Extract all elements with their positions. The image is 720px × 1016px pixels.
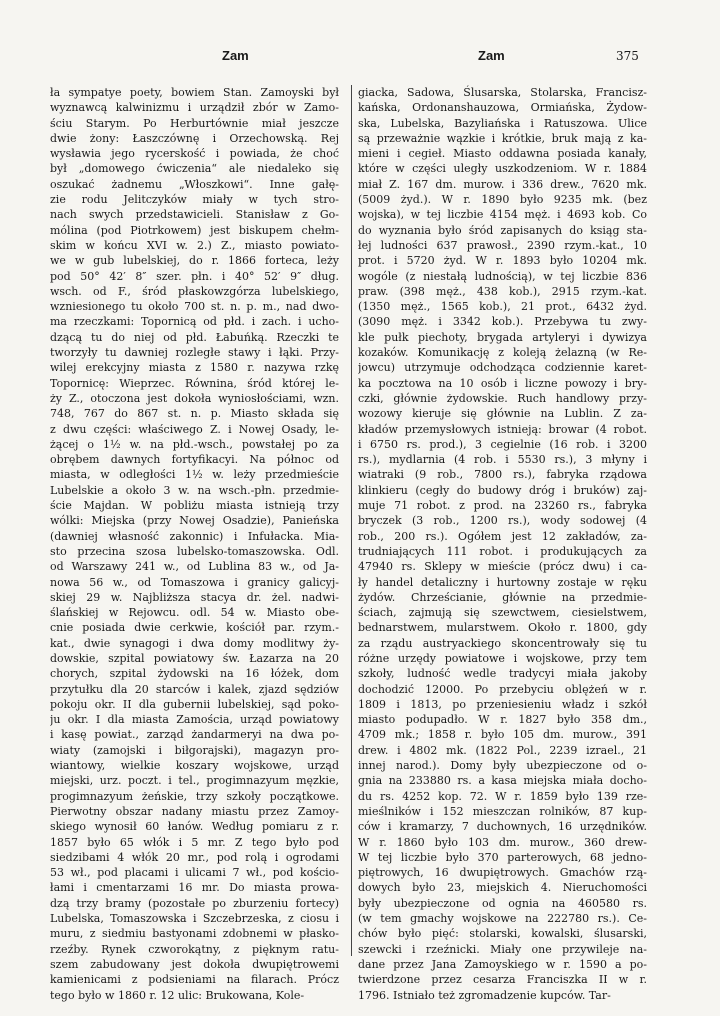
column-divider (351, 85, 352, 956)
text-line: ściu Starym. Po Herburtównie miał jeszcze (50, 116, 339, 130)
text-line: szem zabudowany jest dokoła dwupiętrowemi (50, 957, 339, 971)
text-line: muje 71 robot. z prod. na 23260 rs., fabryka (358, 499, 647, 513)
text-line: z dwu części: właściwego Z. i Nowej Osady, le- (50, 422, 339, 436)
text-line: Lubelskie a około 3 w. na wsch.-płn. przedmie- (50, 483, 339, 497)
text-line: ła sympatye poety, bowiem Stan. Zamoyski był (50, 86, 339, 99)
text-line: przytułku dla 20 starców i kalek, zjazd sędziów (50, 682, 339, 696)
text-line: 4709 mk.; 1858 r. było 105 dm. murow., 391 (358, 728, 647, 742)
text-line: skiego wynosił 60 łanów. Według pomiaru z r. (50, 820, 339, 834)
text-line: do wyznania było śród zapisanych do ksiąg sta- (358, 223, 647, 237)
text-line: miasta, w odległości 1½ w. leży przedmieście (50, 468, 339, 482)
text-line: mólina (pod Piotrkowem) jest biskupem chełm- (50, 223, 339, 237)
text-line: siedzibami 4 włók 20 mr., pod rolą i ogrodami (50, 850, 339, 864)
left-text-column (50, 85, 339, 1003)
text-line: które w części uległy uszkodzeniom. W r. 1884 (358, 162, 647, 176)
text-line: tworzyły tu dawniej rozległe stawy i łąki. Przy- (50, 346, 339, 360)
text-line: rob., 200 rs.). Ogółem jest 12 zakładów, za- (358, 529, 647, 543)
text-line: i kasę powiat., zarząd żandarmeryi na dwa po- (50, 728, 339, 742)
text-line: W r. 1860 było 103 dm. murow., 360 drew- (358, 835, 647, 849)
text-line: nach swych przedstawicieli. Stanisław z Go- (50, 208, 339, 222)
text-line: czki, głównie żydowskie. Ruch handlowy przy- (358, 391, 647, 405)
text-line: oszukać żadnemu „Włoszkowi“. Inne gałę- (50, 177, 339, 191)
text-line: (1350 męż., 1565 kob.), 21 prot., 6432 żyd. (358, 300, 647, 314)
text-line: sto przecina szosa lubelsko-tomaszowska. Odl. (50, 544, 339, 558)
text-line: ściach, zajmują się szewctwem, ciesielstwem, (358, 606, 647, 620)
text-line: (5009 żyd.). W r. 1890 było 9235 mk. (bez (358, 193, 647, 207)
text-line: są przeważnie wązkie i krótkie, bruk mają z ka- (358, 131, 647, 145)
text-line: Topornicę: Wieprzec. Równina, śród której le- (50, 376, 339, 390)
text-line: prot. i 5720 żyd. W r. 1893 było 10204 mk. (358, 254, 647, 268)
text-line: 47940 rs. Sklepy w mieście (prócz dwu) i ca- (358, 560, 647, 574)
text-line: od Warszawy 241 w., od Lublina 83 w., od Ja- (50, 560, 339, 574)
text-line: miasto podupadło. W r. 1827 było 358 dm., (358, 713, 647, 727)
text-line: dochodzić 12000. Po przebyciu oblężeń w r. (358, 682, 647, 696)
text-line: kozaków. Komunikację z koleją żelazną (w Re- (358, 346, 647, 360)
text-line: były ubezpieczone od ognia na 460580 rs. (358, 896, 647, 910)
text-line: wogóle (z niestałą ludnością), w tej liczbie 836 (358, 269, 647, 283)
text-line: rs.), mydlarnia (4 rob. i 5530 rs.), 3 młyny i (358, 453, 647, 467)
text-line: du rs. 4252 kop. 72. W r. 1859 było 139 rze- (358, 789, 647, 803)
text-line: mieślników i 152 mieszczan rolników, 87 kup- (358, 804, 647, 818)
text-line: skim w końcu XVI w. 2.) Z., miasto powiato- (50, 238, 339, 252)
text-line: chorych, szpital żydowski na 16 łóżek, dom (50, 667, 339, 681)
page-number: 375 (616, 49, 639, 63)
text-line: wólki: Miejska (przy Nowej Osadzie), Panieńska (50, 514, 339, 528)
text-line: ma rzeczkami: Topornicą od płd. i zach. i ucho- (50, 315, 339, 329)
text-line: 1796. Istniało też zgromadzenie kupców. Tar- (358, 988, 611, 1002)
text-line: ska, Lubelska, Bazyliańska i Ratuszowa. Ulice (358, 116, 647, 130)
text-line: dane przez Jana Zamoyskiego w r. 1590 a po- (358, 957, 647, 971)
text-line: ży Z., otoczona jest dokoła wyniosłościami, wzn. (50, 391, 339, 405)
text-line: wysławia jego rycerskość i powiada, że choć (50, 147, 339, 161)
text-line: kańska, Ordonanshauzowa, Ormiańska, Żydow- (358, 101, 647, 115)
text-line: cnie posiada dwie cerkwie, kościół par. rzym.- (50, 621, 339, 635)
text-line: ju okr. I dla miasta Zamościa, urząd powiatowy (50, 713, 339, 727)
text-line: wsch. od F., śród płaskowzgórza lubelskiego, (50, 284, 339, 298)
text-line: szewcki i rzeźnicki. Miały one przywileje na- (358, 942, 647, 956)
text-line: skiej 29 w. Najbliższa stacya dr. żel. nadwi- (50, 590, 339, 604)
text-line: chów było pięć: stolarski, kowalski, ślusarski, (358, 927, 647, 941)
text-line: wilej erekcyjny miasta z 1580 r. nazywa rzkę (50, 361, 339, 375)
text-line: szkoły, ludność wedle tradycyi miała jakoby (358, 667, 647, 681)
text-line: Lubelska, Tomaszowska i Szczebrzeska, z ciosu i (50, 912, 339, 926)
text-line: wozowy kieruje się głównie na Lublin. Z za- (358, 407, 647, 421)
text-line: 1809 i 1813, po przeniesieniu władz i szkół (358, 697, 647, 711)
text-line: dowskie, szpital powiatowy św. Łazarza na 20 (50, 651, 339, 665)
text-line: ka pocztowa na 10 osób i liczne powozy i bry- (358, 376, 647, 390)
text-line: wiatraki (9 rob., 7800 rs.), fabryka rządowa (358, 468, 647, 482)
text-line: (w tem gmachy wojskowe na 222780 rs.). Ce- (358, 912, 647, 926)
text-line: ły handel detaliczny i hurtowny zostaje w ręku (358, 575, 647, 589)
text-line: kle pułk piechoty, brygada artyleryi i dywizya (358, 330, 647, 344)
text-line: piętrowych, 16 dwupiętrowych. Gmachów rzą- (358, 866, 647, 880)
text-line: 53 wł., pod placami i ulicami 7 wł., pod kościo- (50, 866, 339, 880)
text-line: trudniających 111 robot. i produkujących za (358, 544, 647, 558)
text-line: bryczek (3 rob., 1200 rs.), wody sodowej (4 (358, 514, 647, 528)
text-line: wzniesionego tu około 700 st. n. p. m., nad dwo- (50, 300, 339, 314)
text-line: gnia na 233880 rs. a kasa miejska miała docho- (358, 774, 647, 788)
text-line: giacka, Sadowa, Ślusarska, Stolarska, Francisz- (358, 86, 647, 99)
text-line: tego było w 1860 r. 12 ulic: Brukowana, Kole- (50, 988, 305, 1002)
text-line: wyznawcą kalwinizmu i urządził zbór w Zamo- (50, 101, 339, 115)
text-line: 1857 było 65 włók i 5 mr. Z tego było pod (50, 835, 339, 849)
text-line: dzącą tu do niej od płd. Łabuńką. Rzeczki te (50, 330, 339, 344)
text-line: nowa 56 w., od Tomaszowa i granicy galicyj- (50, 575, 339, 589)
text-line: pod 50° 42′ 8″ szer. płn. i 40° 52′ 9″ dług. (50, 269, 339, 283)
text-line: dwie żony: Łaszczównę i Orzechowską. Rej (50, 131, 339, 145)
text-line: pokoju okr. II dla gubernii lubelskiej, sąd poko- (50, 697, 339, 711)
text-line: dzą trzy bramy (pozostałe po zburzeniu fortecy) (50, 896, 339, 910)
text-line: kamienicami z podsieniami na filarach. Prócz (50, 973, 339, 987)
page-header (0, 48, 720, 70)
text-line: muru, z siedmiu bastyonami zdobnemi w płasko- (50, 927, 339, 941)
text-line: miejski, urz. poczt. i tel., progimnazyum męzkie, (50, 774, 339, 788)
text-line: kładów przemysłowych istnieją: browar (4 robot. (358, 422, 647, 436)
text-line: (3090 męż. i 3342 kob.). Przebywa tu zwy- (358, 315, 647, 329)
text-line: za rządu austryackiego skoncentrowały się tu (358, 636, 647, 650)
text-line: zie rodu Jelitczyków miały w tych stro- (50, 193, 339, 207)
text-line: progimnazyum żeńskie, trzy szkoły początkowe. (50, 789, 339, 803)
text-line: kat., dwie synagogi i dwa domy modlitwy ży- (50, 636, 339, 650)
text-line: jowcu) utrzymuje odchodząca codziennie karet- (358, 361, 647, 375)
text-line: klinkieru (cegły do budowy dróg i bruków) zaj- (358, 483, 647, 497)
text-line: i 6750 rs. prod.), 3 cegielnie (16 rob. i 3200 (358, 437, 647, 451)
text-line: drew. i 4802 mk. (1822 Pol., 2239 izrael., 21 (358, 743, 647, 757)
text-line: (dawniej własność zakonnic) i Infułacka. Mia- (50, 529, 339, 543)
text-line: mieni i cegieł. Miasto oddawna posiada kanały, (358, 147, 647, 161)
text-line: wiantowy, wielkie koszary wojskowe, urząd (50, 759, 339, 773)
text-line: twierdzone przez cesarza Franciszka II w r. (358, 973, 647, 987)
text-line: wojska), w tej liczbie 4154 męż. i 4693 kob. Co (358, 208, 647, 222)
text-line: był „domowego ćwiczenia“ ale niedaleko się (50, 162, 339, 176)
text-line: żydów. Chrześcianie, głównie na przedmie- (358, 590, 647, 604)
text-line: Pierwotny obszar nadany miastu przez Zamoy- (50, 804, 339, 818)
text-line: łej ludności 637 prawosł., 2390 rzym.-kat., 10 (358, 238, 647, 252)
text-line: 748, 767 do 867 st. n. p. Miasto składa się (50, 407, 339, 421)
text-line: innej narod.). Domy były ubezpieczone od o- (358, 759, 647, 773)
right-running-title: Zam (478, 48, 505, 63)
text-line: obrębem dawnych fortyfikacyi. Na północ od (50, 453, 339, 467)
left-running-title: Zam (222, 48, 249, 63)
right-text-column (358, 85, 647, 1003)
text-line: ście Majdan. W pobliżu miasta istnieją trzy (50, 499, 339, 513)
text-line: ców i kramarzy, 7 duchownych, 16 urzędników. (358, 820, 647, 834)
text-line: W tej liczbie było 370 parterowych, 68 jedno- (358, 850, 647, 864)
text-line: rzeźby. Rynek czworokątny, z pięknym ratu- (50, 942, 339, 956)
text-line: ślańskiej w Rejowcu. odl. 54 w. Miasto obe- (50, 606, 339, 620)
text-line: łami i cmentarzami 16 mr. Do miasta prowa- (50, 881, 339, 895)
text-line: miał Z. 167 dm. murow. i 336 drew., 7620 mk. (358, 177, 647, 191)
text-line: różne urzędy powiatowe i wojskowe, przy tem (358, 651, 647, 665)
text-line: dowych było 23, miejskich 4. Nieruchomości (358, 881, 647, 895)
text-line: żącej o 1½ w. na płd.-wsch., powstałej po za (50, 437, 339, 451)
text-line: praw. (398 męż., 438 kob.), 2915 rzym.-kat. (358, 284, 647, 298)
text-line: wiaty (zamojski i biłgorajski), magazyn pro- (50, 743, 339, 757)
text-line: bednarstwem, mularstwem. Około r. 1800, gdy (358, 621, 647, 635)
text-line: we w gub lubelskiej, do r. 1866 forteca, leży (50, 254, 339, 268)
